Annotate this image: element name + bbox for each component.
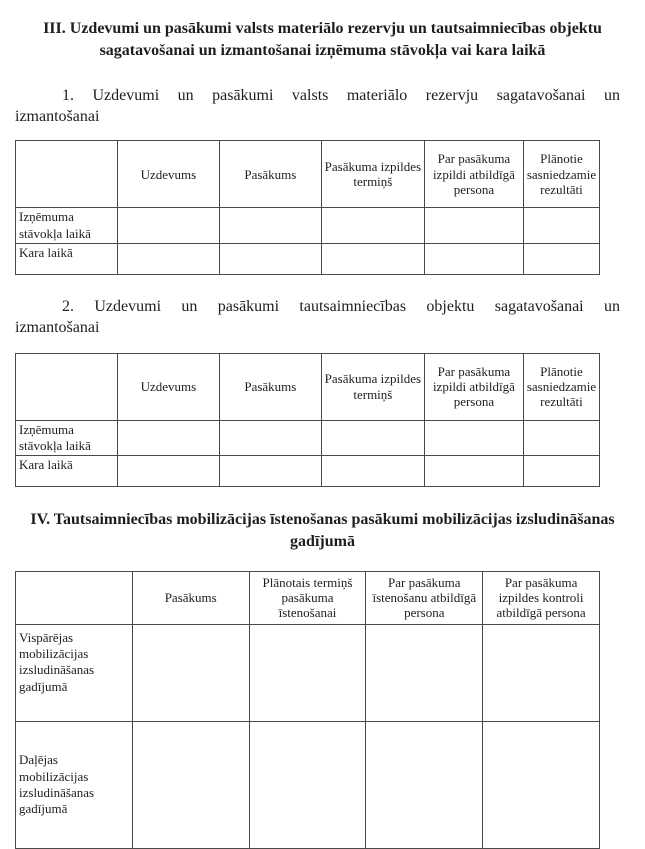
header-cell-rezultati: Plānotie sasniedzamie rezultāti	[523, 141, 599, 208]
empty-cell	[219, 208, 321, 244]
empty-cell	[321, 420, 424, 456]
tasks-table-2	[15, 353, 600, 488]
subsection-2-text: 2. Uzdevumi un pasākumi tautsaimniecības objektu sagatavošanai un izmantošanai	[15, 297, 620, 336]
empty-cell	[366, 721, 483, 848]
empty-cell	[219, 243, 321, 274]
header-cell-termins: Pasākuma izpildes termiņš	[321, 353, 424, 420]
tasks-table-1	[15, 140, 600, 275]
header-cell-blank	[16, 141, 118, 208]
row-label-kara-laika: Kara laikā	[16, 456, 118, 487]
row-label-dalejas-mobilizacijas: Daļējas mobilizācijas izsludināšanas gadījumā	[16, 721, 133, 848]
header-cell-pasakums: Pasākums	[219, 353, 321, 420]
empty-cell	[117, 208, 219, 244]
empty-cell	[523, 208, 599, 244]
table-header-row	[16, 353, 600, 420]
header-cell-uzdevums: Uzdevums	[117, 353, 219, 420]
header-cell-termins: Pasākuma izpildes termiņš	[321, 141, 424, 208]
empty-cell	[523, 420, 599, 456]
empty-cell	[366, 624, 483, 721]
empty-cell	[249, 721, 366, 848]
mobilization-table	[15, 571, 600, 849]
table-row	[16, 420, 600, 456]
table-row	[16, 208, 600, 244]
row-label-kara-laika: Kara laikā	[16, 243, 118, 274]
table-row	[16, 624, 600, 721]
empty-cell	[424, 456, 523, 487]
header-cell-kontroli-atbildiga: Par pasākuma izpildes kontroli atbildīgā persona	[483, 571, 600, 624]
header-cell-atbildiga-persona: Par pasākuma izpildi atbildīgā persona	[424, 353, 523, 420]
section-iv-heading: IV. Tautsaimniecības mobilizācijas īstenošanas pasākumi mobilizācijas izsludināšanas gadījumā	[30, 511, 615, 550]
empty-cell	[132, 624, 249, 721]
section-iii-heading: III. Uzdevumi un pasākumi valsts materiālo rezervju un tautsaimniecības objektu sagatavošanai un izmantošanai izņēmuma stāvokļa vai kara laikā	[43, 20, 602, 59]
empty-cell	[321, 456, 424, 487]
empty-cell	[483, 624, 600, 721]
empty-cell	[132, 721, 249, 848]
empty-cell	[219, 420, 321, 456]
header-cell-blank	[16, 353, 118, 420]
empty-cell	[523, 243, 599, 274]
header-cell-pasakums: Pasākums	[219, 141, 321, 208]
row-label-iznemuma-stavokla: Izņēmuma stāvokļa laikā	[16, 420, 118, 456]
empty-cell	[249, 624, 366, 721]
empty-cell	[117, 243, 219, 274]
row-label-iznemuma-stavokla: Izņēmuma stāvokļa laikā	[16, 208, 118, 244]
table-header-row	[16, 571, 600, 624]
empty-cell	[321, 243, 424, 274]
table-row	[16, 721, 600, 848]
table-header-row	[16, 141, 600, 208]
header-cell-istenosanu-atbildiga: Par pasākuma īstenošanu atbildīgā persona	[366, 571, 483, 624]
empty-cell	[321, 208, 424, 244]
empty-cell	[424, 243, 523, 274]
header-cell-planotais-termins: Plānotais termiņš pasākuma īstenošanai	[249, 571, 366, 624]
header-cell-atbildiga-persona: Par pasākuma izpildi atbildīgā persona	[424, 141, 523, 208]
empty-cell	[523, 456, 599, 487]
empty-cell	[424, 208, 523, 244]
header-cell-blank	[16, 571, 133, 624]
header-cell-pasakums: Pasākums	[132, 571, 249, 624]
empty-cell	[117, 456, 219, 487]
empty-cell	[424, 420, 523, 456]
row-label-visparejas-mobilizacijas: Vispārējas mobilizācijas izsludināšanas gadījumā	[16, 624, 133, 721]
subsection-1-text: 1. Uzdevumi un pasākumi valsts materiālo rezervju sagatavošanai un izmantošanai	[15, 86, 620, 125]
empty-cell	[117, 420, 219, 456]
table-row	[16, 243, 600, 274]
header-cell-uzdevums: Uzdevums	[117, 141, 219, 208]
empty-cell	[483, 721, 600, 848]
table-row	[16, 456, 600, 487]
empty-cell	[219, 456, 321, 487]
header-cell-rezultati: Plānotie sasniedzamie rezultāti	[523, 353, 599, 420]
